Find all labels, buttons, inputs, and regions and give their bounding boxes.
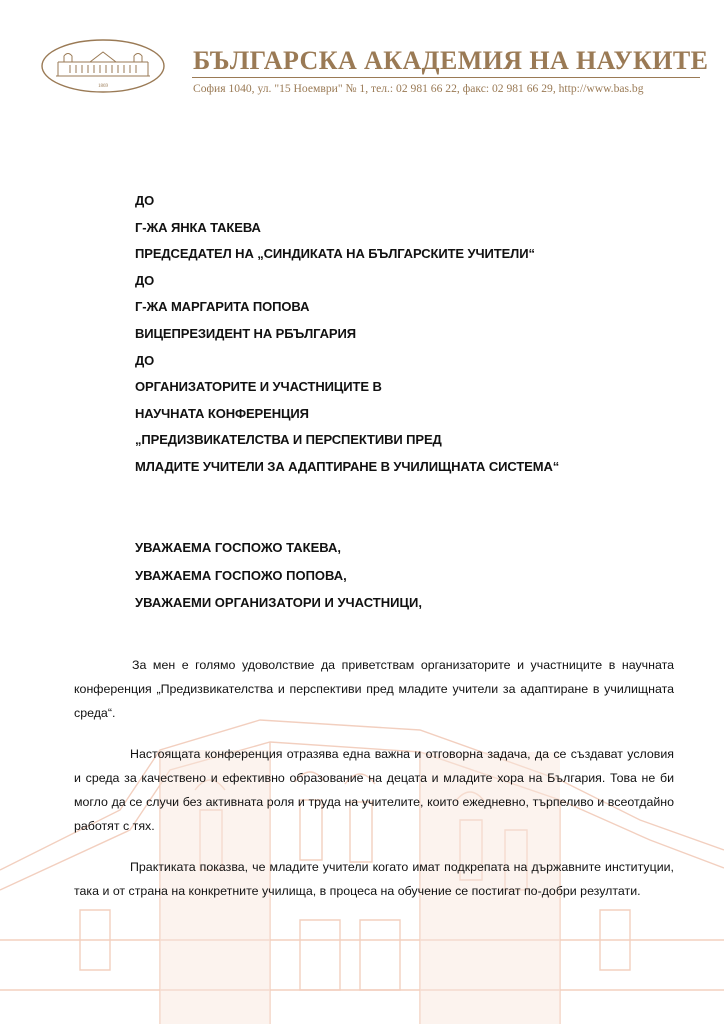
addressee-line: ДО [135,352,155,368]
addressee-line: „ПРЕДИЗВИКАТЕЛСТВА И ПЕРСПЕКТИВИ ПРЕД [135,432,442,448]
body-paragraph: За мен е голямо удоволствие да приветствам организаторите и участниците в научната конференция „Предизвикателства и перспективи пред младите учители за адаптиране в училищната среда“. [74,658,674,720]
addressee-line: НАУЧНАТА КОНФЕРЕНЦИЯ [135,405,309,421]
academy-building-logo [40,38,166,94]
addressee-line: ДО [135,272,155,288]
logo-year: 1869 [98,84,108,89]
body-paragraph: Практиката показва, че младите учители когато имат подкрепата на държавните институции, така и от страна на конкретните училища, в процеса на обучение се постигат по-добри резултати. [74,860,674,898]
addressee-block [135,192,559,485]
letterhead [40,38,709,100]
salutation-line: УВАЖАЕМА ГОСПОЖО ТАКЕВА, [135,540,341,555]
addressee-line: ВИЦЕПРЕЗИДЕНТ НА РБЪЛГАРИЯ [135,325,356,341]
salutation-block [135,539,422,622]
header-divider [192,77,700,78]
addressee-line: ДО [135,193,155,208]
addressee-line: Г-ЖА ЯНКА ТАКЕВА [135,219,261,235]
body-paragraph: Настоящата конференция отразява една важна и отговорна задача, да се създават условия и среда за качествено и ефективно образование на децата и младите хора на България. Това не би могло да се случи без активната роля и труда на учителите, които ежедневно, търпеливо и всеотдайно работят с тях. [74,747,674,833]
salutation-line: УВАЖАЕМИ ОРГАНИЗАТОРИ И УЧАСТНИЦИ, [135,595,422,610]
addressee-line: ОРГАНИЗАТОРИТЕ И УЧАСТНИЦИТЕ В [135,379,382,395]
letter-body [74,653,674,920]
academy-address: София 1040, ул. "15 Ноември" № 1, тел.: 02 981 66 22, факс: 02 981 66 29, http://www.bas.bg [193,82,644,95]
addressee-line: ПРЕДСЕДАТЕЛ НА „СИНДИКАТА НА БЪЛГАРСКИТЕ УЧИТЕЛИ“ [135,246,535,262]
addressee-line: Г-ЖА МАРГАРИТА ПОПОВА [135,299,310,315]
addressee-line: МЛАДИТЕ УЧИТЕЛИ ЗА АДАПТИРАНЕ В УЧИЛИЩНАТА СИСТЕМА“ [135,458,560,474]
academy-name: БЪЛГАРСКА АКАДЕМИЯ НА НАУКИТЕ [193,46,709,75]
salutation-line: УВАЖАЕМА ГОСПОЖО ПОПОВА, [135,567,347,583]
